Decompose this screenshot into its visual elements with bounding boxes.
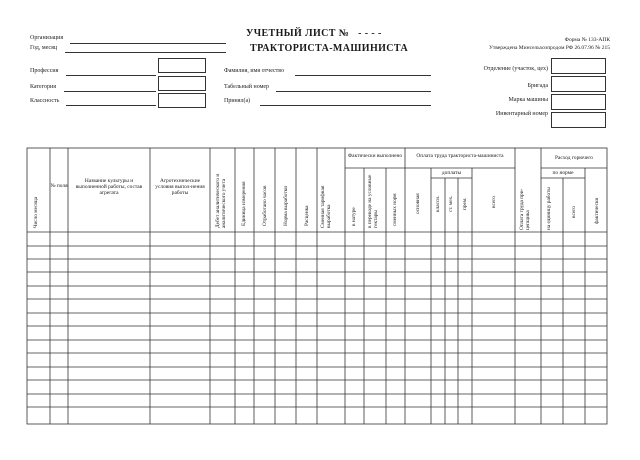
group-fuel-header: Расход горючего	[555, 155, 593, 161]
doc-subtitle: ТРАКТОРИСТА-МАШИНИСТА	[250, 43, 409, 54]
department-label: Отделение (участок, цех)	[483, 66, 548, 72]
form-number: Форма № 133-АПК	[564, 37, 610, 43]
tab-number-field[interactable]	[276, 91, 431, 92]
col-norm-header: Норма выработки	[283, 185, 289, 226]
machine-brand-box[interactable]	[551, 94, 606, 110]
year-month-label: Год, месяц	[30, 45, 58, 51]
profession-line[interactable]	[66, 75, 156, 76]
brigade-label: Бригада	[527, 83, 548, 89]
sub-fact-header: фактически	[594, 197, 600, 224]
sub-all-header: всего	[571, 206, 577, 218]
accepted-field[interactable]	[260, 105, 431, 106]
year-month-field[interactable]	[65, 52, 226, 53]
group-pay-header: Оплата труда тракториста-машиниста	[416, 153, 504, 159]
col-field-header: № поля	[50, 183, 68, 189]
title-line1: УЧЕТНЫЙ ЛИСТ №	[246, 28, 350, 39]
inventory-number-label: Инвентарный номер	[495, 111, 548, 117]
category-line[interactable]	[64, 91, 156, 92]
category-box[interactable]	[158, 76, 206, 91]
sub-class-header: классн.	[435, 195, 441, 212]
col-rate-header: Расценка	[304, 205, 310, 226]
sub-conv-header: в переводе на условные гектары	[367, 174, 379, 228]
doc-title	[246, 28, 382, 39]
accepted-label: Принял(а)	[224, 98, 251, 104]
col-agro-header: Агротехнические условия выпол-нения работы	[155, 178, 205, 197]
approval-note: Утверждена Минсельхозпродом РФ 26.07.96 № 215	[488, 45, 610, 51]
col-hours-header: Отработано часов	[262, 185, 268, 226]
group-actual-header: Фактически выполнено	[347, 153, 403, 159]
group-norm-header: по норме	[552, 170, 574, 176]
organization-label: Организация	[30, 35, 64, 41]
col-pay-extra-header: Оплата труда при-цепщика	[519, 188, 531, 230]
inventory-number-box[interactable]	[551, 112, 606, 128]
sub-shift-norms-header: сменных норм	[392, 193, 398, 226]
class-box[interactable]	[158, 93, 206, 108]
full-name-field[interactable]	[295, 75, 431, 76]
sub-nature-header: в натуре	[351, 207, 357, 226]
brigade-box[interactable]	[551, 76, 606, 92]
sub-per-unit-header: на единицу работы	[546, 187, 552, 230]
class-label: Классность	[30, 98, 60, 104]
col-day-header: Число месяца	[33, 196, 39, 228]
sub-exp-header: ст. мех.	[448, 195, 454, 212]
organization-field[interactable]	[70, 43, 226, 44]
tab-number-label: Табельный номер	[224, 84, 270, 90]
profession-label: Профессия	[30, 68, 59, 74]
full-name-label: Фамилия, имя отчество	[224, 68, 285, 74]
col-unit-header: Единица измерения	[241, 181, 247, 226]
class-line[interactable]	[66, 105, 156, 106]
title-number-dashes: - - - -	[358, 28, 382, 39]
col-crop-header: Название культуры и выполненной работы, состав агрегата	[75, 178, 143, 197]
sub-base-header: основная	[415, 193, 421, 214]
sub-total-header: всего	[491, 196, 497, 208]
col-shift-header: Сменная тарифная выработка	[320, 185, 332, 228]
col-code-header: Дебет аналитического и аналитического учета	[215, 173, 227, 228]
sub-bonus-header: прем.	[462, 197, 468, 210]
group-extra-header: доплаты	[441, 170, 462, 176]
category-label: Категория	[30, 84, 56, 90]
profession-box[interactable]	[158, 58, 206, 73]
department-box[interactable]	[551, 58, 606, 74]
machine-brand-label: Марка машины	[508, 97, 548, 103]
